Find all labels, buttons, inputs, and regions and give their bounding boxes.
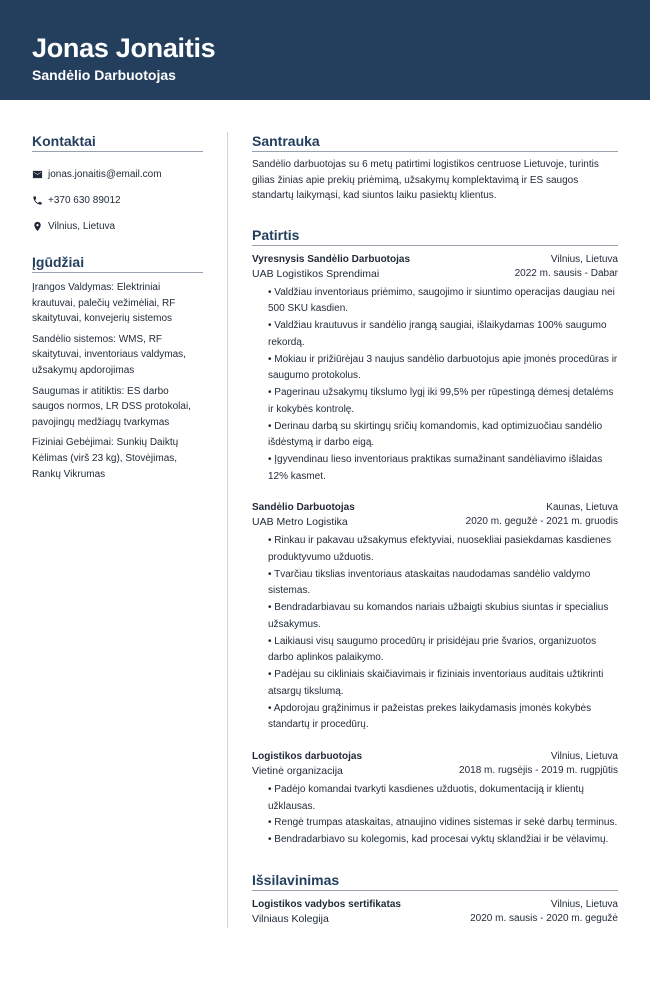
job-entry <box>252 501 618 734</box>
left-column <box>32 132 203 482</box>
job-bullet: • Laikiausi visų saugumo procedūrų ir prisidėjau prie švarios, organizuotos darbo aplinkos palaikymo. <box>268 635 597 664</box>
candidate-name: Jonas Jonaitis <box>32 33 216 63</box>
envelope-icon <box>32 169 43 180</box>
skill-item: Įrangos Valdymas: Elektriniai krautuvai, palečių vežimėliai, RF skaitytuvai, konvejerių sistemos <box>32 282 176 325</box>
education-location: Vilnius, Lietuva <box>550 898 618 910</box>
job-bullet: • Tvarčiau tikslias inventoriaus ataskaitas naudodamas sandėlio valdymo sistemas. <box>268 568 591 597</box>
job-bullet: • Padėjo komandai tvarkyti kasdienes užduotis, dokumentaciją ir klientų užklausas. <box>268 784 584 812</box>
job-bullet: • Valdžiau inventoriaus priėmimo, saugojimo ir siuntimo operacijas daugiau nei 500 SKU kasdien. <box>268 286 615 315</box>
skills-list <box>32 280 203 482</box>
job-bullet: • Pagerinau užsakymų tikslumo lygį iki 99,5% per rūpestingą dėmesį detalėms ir kokybės kontrolę. <box>268 387 614 415</box>
job-entry <box>252 750 618 849</box>
job-bullets <box>252 782 618 849</box>
phone-text: +370 630 89012 <box>48 194 121 206</box>
location-text: Vilnius, Lietuva <box>48 220 116 232</box>
candidate-title: Sandėlio Darbuotojas <box>32 67 176 83</box>
job-bullet: • Bendradarbiavau su komandos nariais užbaigti skubius siuntas ir specialius užsakymus. <box>268 602 609 630</box>
contact-phone <box>32 187 203 213</box>
email-text[interactable]: jonas.jonaitis@email.com <box>48 168 162 180</box>
job-company: UAB Metro Logistika <box>252 516 348 529</box>
skill-item: Sandėlio sistemos: WMS, RF skaitytuvai, inventoriaus valdymas, užsakymų apdorojimas <box>32 333 186 376</box>
skill-item: Fiziniai Gebėjimai: Sunkių Daiktų Kėlimas (virš 23 kg), Stovėjimas, Rankų Vikrumas <box>32 437 179 480</box>
right-column <box>252 132 618 926</box>
contact-location <box>32 213 203 239</box>
location-pin-icon <box>32 221 43 232</box>
education-school: Vilniaus Kolegija <box>252 912 329 925</box>
job-bullet: • Valdžiau krautuvus ir sandėlio įrangą saugiai, išlaikydamas 100% saugumo rekordą. <box>268 320 607 348</box>
job-dates: 2020 m. gegužė - 2021 m. gruodis <box>465 516 618 528</box>
job-bullets <box>252 285 618 486</box>
skills-heading: Įgūdžiai <box>32 253 203 273</box>
phone-icon <box>32 195 43 206</box>
contact-list <box>32 161 203 239</box>
job-company: UAB Logistikos Sprendimai <box>252 267 380 280</box>
contact-email <box>32 161 203 187</box>
job-dates: 2018 m. rugsėjis - 2019 m. rugpjūtis <box>459 765 618 776</box>
job-company: Vietinė organizacija <box>252 765 343 777</box>
education-entry <box>252 898 618 926</box>
summary-heading: Santrauka <box>252 132 618 152</box>
experience-heading: Patirtis <box>252 226 618 246</box>
job-entry <box>252 253 618 486</box>
job-dates: 2022 m. sausis - Dabar <box>514 267 618 279</box>
job-role: Logistikos darbuotojas <box>252 751 363 762</box>
education-dates: 2020 m. sausis - 2020 m. gegužė <box>470 912 618 924</box>
job-location: Kaunas, Lietuva <box>546 502 618 514</box>
summary-text: Sandėlio darbuotojas su 6 metų patirtimi logistikos centruose Lietuvoje, turintis gilias žinias apie prekių priėmimą, užsakymų komplektavimą ir ES saugos standartų laikymąsi, kad siuntos laiku pasiektų klientus. <box>252 159 599 202</box>
job-location: Vilnius, Lietuva <box>550 751 618 762</box>
skill-item: Saugumas ir atitiktis: ES darbo saugos normos, LR DSS protokolai, pavojingų medžiagų tvarkymas <box>32 385 191 428</box>
job-bullet: • Mokiau ir prižiūrėjau 3 naujus sandėlio darbuotojus apie įmonės procedūras ir saugumo protokolus. <box>268 353 618 382</box>
education-degree: Logistikos vadybos sertifikatas <box>252 898 401 910</box>
job-bullets <box>252 533 618 734</box>
job-bullet: • Padėjau su cikliniais skaičiavimais ir fiziniais inventoriaus auditais užtikrinti atsargų tikslumą. <box>268 669 604 697</box>
job-bullet: • Apdorojau grąžinimus ir pažeistas prekes laikydamasis įmonės kokybės standartų ir procedūrų. <box>268 702 592 731</box>
job-bullet: • Rengė trumpas ataskaitas, atnaujino vidines sistemas ir sekė darbų terminus. <box>268 817 618 829</box>
job-location: Vilnius, Lietuva <box>550 253 618 265</box>
job-bullet: • Bendradarbiavo su kolegomis, kad procesai vyktų sklandžiai ir be vėlavimų. <box>268 834 609 846</box>
job-bullet: • Įgyvendinau lieso inventoriaus praktikas sumažinant sandėliavimo išlaidas 12% kasmet. <box>268 454 603 482</box>
column-divider <box>227 132 228 928</box>
education-heading: Išsilavinimas <box>252 871 618 891</box>
job-bullet: • Derinau darbą su skirtingų sričių komandomis, kad optimizuočiau sandėlio išdėstymą ir darbo eigą. <box>268 420 603 449</box>
resume-header <box>0 0 650 100</box>
job-role: Sandėlio Darbuotojas <box>252 502 355 514</box>
job-role: Vyresnysis Sandėlio Darbuotojas <box>252 253 411 265</box>
contacts-heading: Kontaktai <box>32 132 203 152</box>
job-bullet: • Rinkau ir pakavau užsakymus efektyviai, nuosekliai pasiekdamas kasdienes produktyvumo užduotis. <box>268 535 612 563</box>
